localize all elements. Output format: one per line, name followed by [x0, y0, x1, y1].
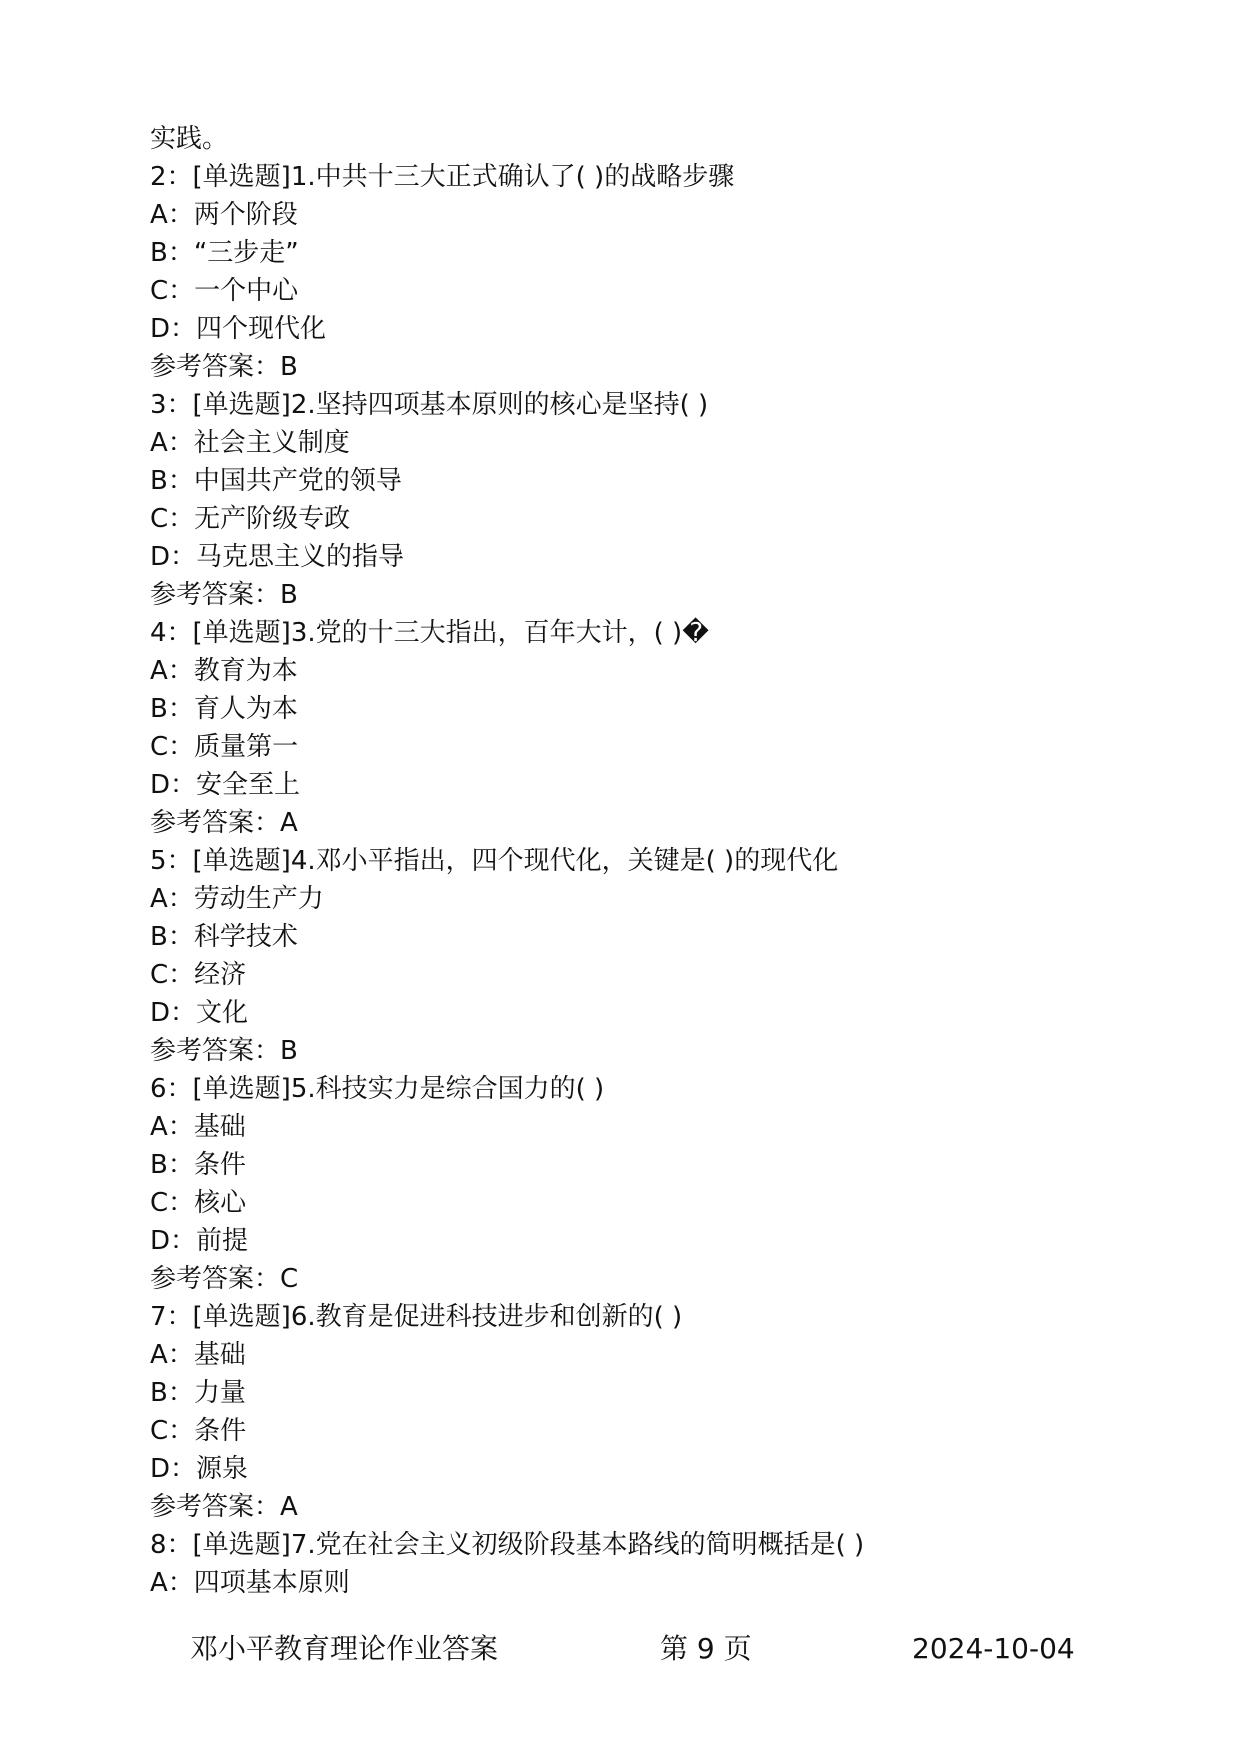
question-4-option-d: D：安全至上 — [150, 770, 301, 800]
question-2-option-c: C：一个中心 — [150, 276, 299, 306]
question-2-option-b: B：“三步走” — [150, 238, 299, 268]
question-3-answer: 参考答案：B — [150, 580, 298, 610]
question-4-option-b: B：育人为本 — [150, 694, 298, 724]
question-6-answer: 参考答案：C — [150, 1264, 299, 1294]
footer-document-title: 邓小平教育理论作业答案 — [190, 1632, 499, 1665]
question-4-stem: 4：[单选题]3.党的十三大指出，百年大计，( )� — [150, 618, 709, 648]
question-7-option-b: B：力量 — [150, 1378, 246, 1408]
footer-page-number: 第 9 页 — [660, 1632, 752, 1665]
question-8-option-a: A：四项基本原则 — [150, 1568, 350, 1598]
question-4-answer: 参考答案：A — [150, 808, 298, 838]
question-3-option-c: C：无产阶级专政 — [150, 504, 351, 534]
question-6-option-c: C：核心 — [150, 1188, 247, 1218]
footer-date: 2024-10-04 — [912, 1632, 1075, 1665]
question-2-option-a: A：两个阶段 — [150, 200, 298, 230]
question-3-option-d: D：马克思主义的指导 — [150, 542, 405, 572]
question-6-option-b: B：条件 — [150, 1150, 246, 1180]
question-5-option-c: C：经济 — [150, 960, 247, 990]
question-2-stem: 2：[单选题]1.中共十三大正式确认了( )的战略步骤 — [150, 162, 735, 192]
question-6-option-a: A：基础 — [150, 1112, 246, 1142]
question-8-stem: 8：[单选题]7.党在社会主义初级阶段基本路线的简明概括是( ) — [150, 1530, 865, 1560]
page-footer — [0, 1627, 1241, 1671]
question-7-stem: 7：[单选题]6.教育是促进科技进步和创新的( ) — [150, 1302, 683, 1332]
question-6-option-d: D：前提 — [150, 1226, 249, 1256]
question-4-option-c: C：质量第一 — [150, 732, 299, 762]
text-line-continuation: 实践。 — [150, 124, 229, 154]
question-5-stem: 5：[单选题]4.邓小平指出，四个现代化，关键是( )的现代化 — [150, 846, 839, 876]
document-body — [150, 120, 1150, 1602]
question-6-stem: 6：[单选题]5.科技实力是综合国力的( ) — [150, 1074, 605, 1104]
question-4-option-a: A：教育为本 — [150, 656, 298, 686]
question-2-option-d: D：四个现代化 — [150, 314, 327, 344]
question-7-option-c: C：条件 — [150, 1416, 247, 1446]
question-2-answer: 参考答案：B — [150, 352, 298, 382]
question-5-option-b: B：科学技术 — [150, 922, 298, 952]
question-5-option-a: A：劳动生产力 — [150, 884, 324, 914]
question-3-option-b: B：中国共产党的领导 — [150, 466, 402, 496]
question-7-answer: 参考答案：A — [150, 1492, 298, 1522]
question-3-option-a: A：社会主义制度 — [150, 428, 350, 458]
question-3-stem: 3：[单选题]2.坚持四项基本原则的核心是坚持( ) — [150, 390, 709, 420]
question-5-option-d: D：文化 — [150, 998, 249, 1028]
question-7-option-a: A：基础 — [150, 1340, 246, 1370]
question-5-answer: 参考答案：B — [150, 1036, 298, 1066]
question-7-option-d: D：源泉 — [150, 1454, 249, 1484]
